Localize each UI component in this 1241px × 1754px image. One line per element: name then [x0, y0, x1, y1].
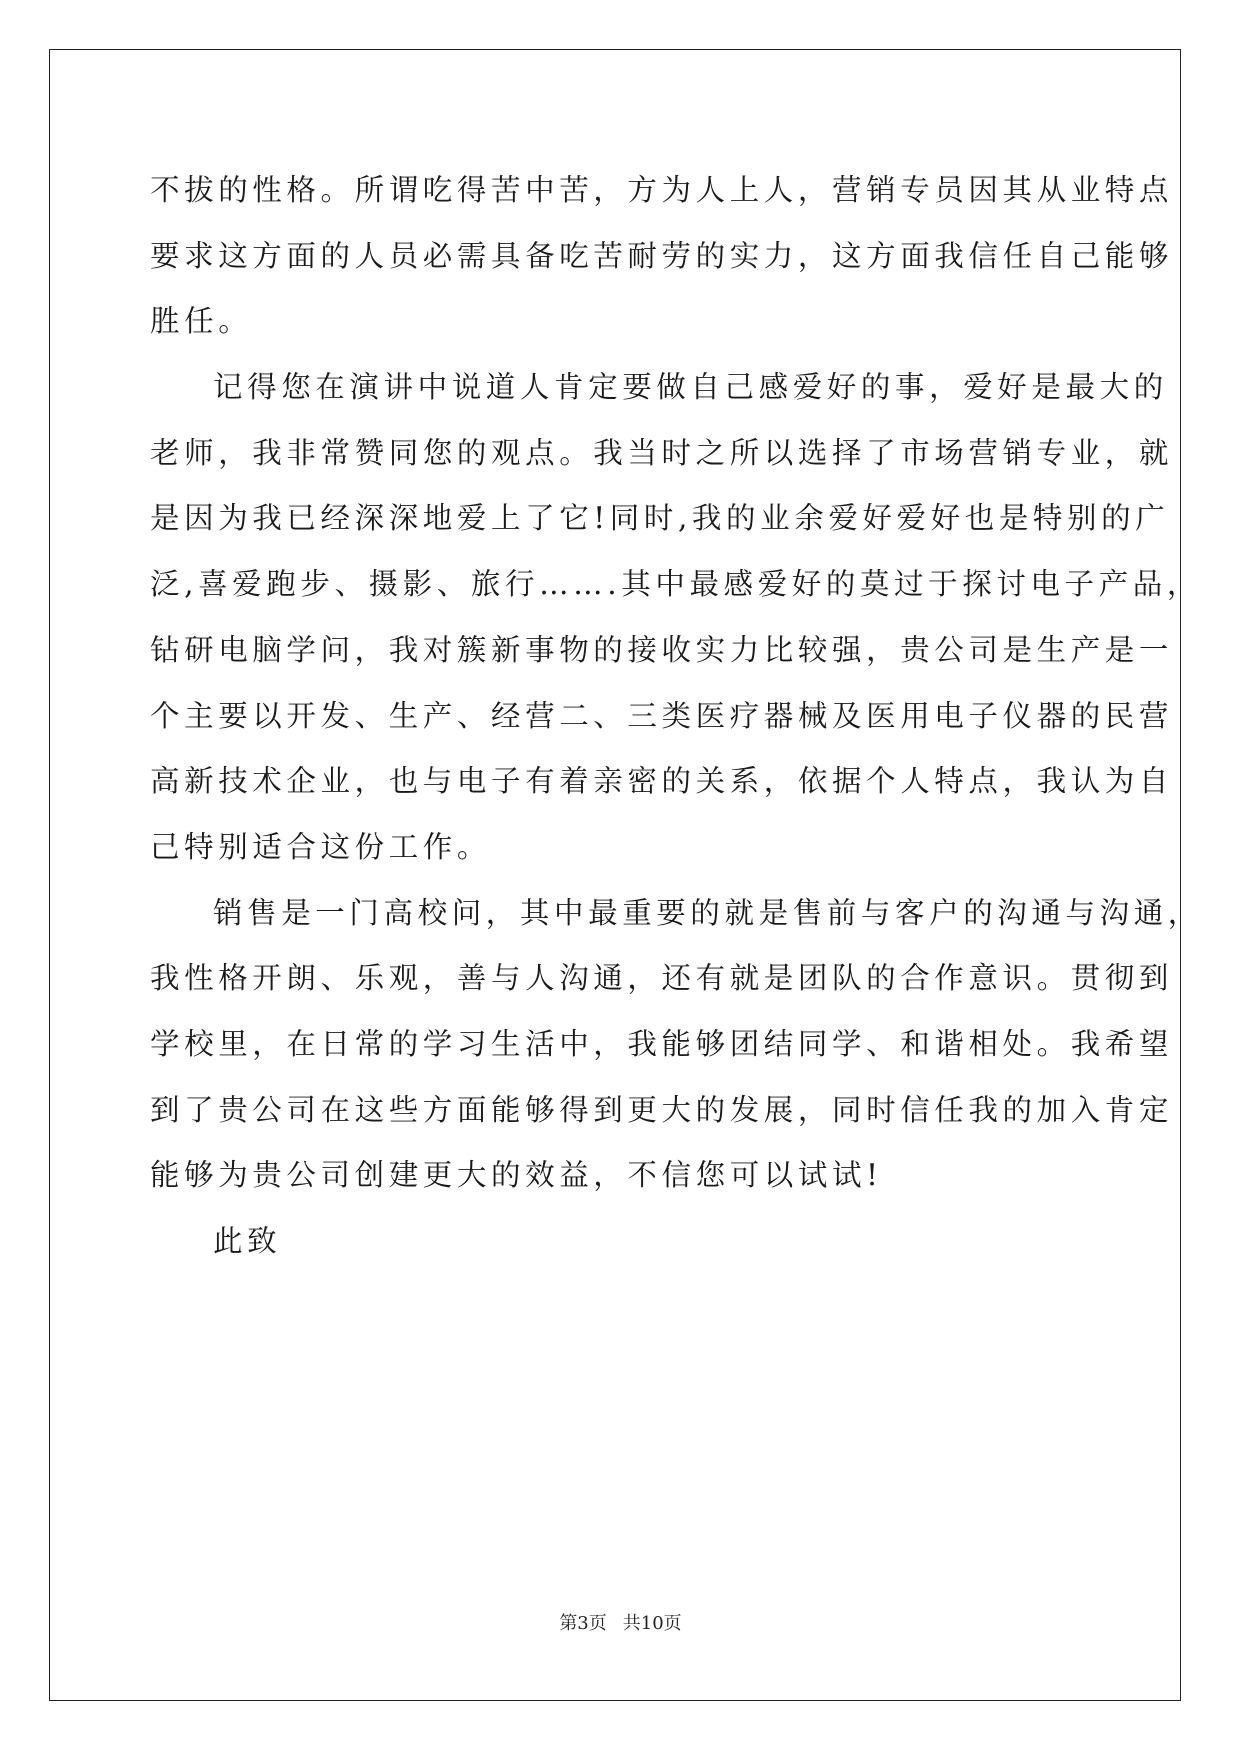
document-body — [150, 158, 1202, 1275]
text-line: 要求这方面的人员必需具备吃苦耐劳的实力，这方面我信任自己能够 — [150, 238, 1174, 273]
text-line: 能够为贵公司创建更大的效益，不信您可以试试! — [150, 1158, 883, 1193]
text-line: 记得您在演讲中说道人肯定要做自己感爱好的事，爱好是最大的 — [213, 370, 1168, 405]
text-line: 到了贵公司在这些方面能够得到更大的发展，同时信任我的加入肯定 — [150, 1092, 1174, 1127]
text-line: 此致 — [213, 1224, 282, 1258]
text-line: 老师，我非常赞同您的观点。我当时之所以选择了市场营销专业，就 — [150, 435, 1174, 470]
text-line: 泛,喜爱跑步、摄影、旅行…….其中最感爱好的莫过于探讨电子产品， — [150, 567, 1201, 602]
page-total: 共10页 — [622, 1613, 682, 1634]
text-line: 不拔的性格。所谓吃得苦中苦，方为人上人，营销专员因其从业特点 — [150, 173, 1174, 207]
text-line: 我性格开朗、乐观，善与人沟通，还有就是团队的合作意识。贯彻到 — [150, 961, 1174, 996]
text-line: 胜任。 — [150, 304, 253, 339]
page-footer — [0, 1609, 1241, 1635]
text-line: 个主要以开发、生产、经营二、三类医疗器械及医用电子仪器的民营 — [150, 698, 1174, 733]
text-line: 是因为我已经深深地爱上了它!同时,我的业余爱好爱好也是特别的广 — [150, 501, 1170, 536]
text-line: 钻研电脑学问，我对簇新事物的接收实力比较强，贵公司是生产是一 — [150, 632, 1174, 667]
text-line: 高新技术企业，也与电子有着亲密的关系，依据个人特点，我认为自 — [150, 764, 1174, 799]
text-line: 学校里，在日常的学习生活中，我能够团结同学、和谐相处。我希望 — [150, 1026, 1174, 1061]
page-number: 第3页 — [559, 1613, 607, 1634]
text-line: 销售是一门高校问，其中最重要的就是售前与客户的沟通与沟通， — [213, 895, 1202, 930]
text-line: 己特别适合这份工作。 — [150, 829, 492, 864]
